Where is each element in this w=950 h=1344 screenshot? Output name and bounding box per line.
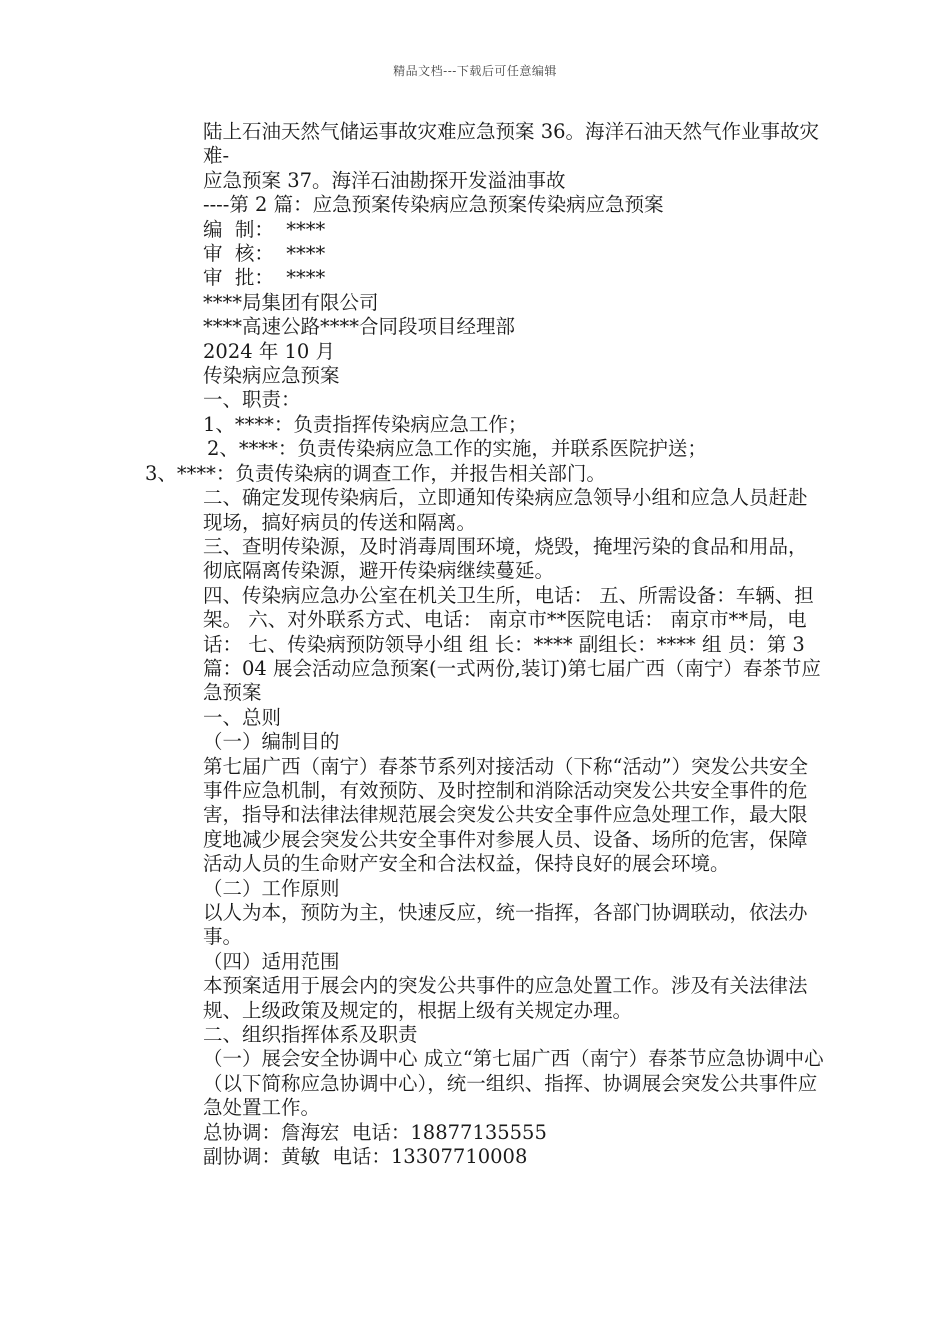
paragraph: 应急预案 37。海洋石油勘探开发溢油事故 xyxy=(203,168,566,192)
section-heading: 一、职责： xyxy=(203,388,301,412)
paragraph: 以人为本，预防为主，快速反应，统一指挥，各部门协调联动，依法办事。 xyxy=(203,901,808,949)
paragraph: 三、查明传染源，及时消毒周围环境，烧毁，掩埋污染的食品和用品，彻底隔离传染源，避开传染病继续蔓延。 xyxy=(203,534,808,583)
document-date: 2024 年 10 月 xyxy=(203,339,336,363)
contact-line: 总协调：詹海宏 电话：18877135555 xyxy=(203,1120,547,1144)
company-name: ****局集团有限公司 xyxy=(203,290,379,314)
compiled-by: 编 制： **** xyxy=(203,217,326,241)
list-item: 2、****：负责传染病应急工作的实施，并联系医院护送； xyxy=(207,437,707,461)
section-heading: 二、组织指挥体系及职责 xyxy=(203,1023,418,1047)
contact-line: 副协调：黄敏 电话：13307710008 xyxy=(203,1145,528,1169)
paragraph: 第七届广西（南宁）春茶节系列对接活动（下称“活动”）突发公共安全事件应急机制，有效预防、及时控制和消除活动突发公共安全事件的危害，指导和法律法律规范展会突发公共安全事件应急处理工作，最大限度地减少展会突发公共安全事件对参展人员、设备、场所的危害，保障活动人员的生命财产安全和合法权益，保持良好的展会环境。 xyxy=(203,754,808,876)
section-heading: ----第 2 篇：应急预案传染病应急预案传染病应急预案 xyxy=(203,193,664,217)
page-header: 精品文档---下载后可任意编辑 xyxy=(393,64,557,78)
paragraph: 四、传染病应急办公室在机关卫生所，电话： 五、所需设备：车辆、担架。 六、对外联系方式、电话： 南京市**医院电话： 南京市**局，电话： 七、传染病预防领导小组 组 长：**** 副组长：**** 组 员：第 3 篇：04 展会活动应急预案(一式两份,装订)第七届广西（南宁）春茶节应急预案 xyxy=(203,583,821,705)
paragraph: 本预案适用于展会内的突发公共事件的应急处置工作。涉及有关法律法规、上级政策及规定的，根据上级有关规定办理。 xyxy=(203,974,808,1022)
paragraph: （一）展会安全协调中心 成立“第七届广西（南宁）春茶节应急协调中心（以下简称应急协调中心），统一组织、指挥、协调展会突发公共事件应急处置工作。 xyxy=(203,1047,824,1120)
paragraph: 陆上石油天然气储运事故灾难应急预案 36。海洋石油天然气作业事故灾难- xyxy=(203,120,820,168)
approved-by: 审 批： **** xyxy=(203,266,326,290)
subsection-heading: （一）编制目的 xyxy=(203,730,340,754)
document-title: 传染病应急预案 xyxy=(203,364,340,388)
document-body xyxy=(145,120,825,1169)
list-item: 3、****：负责传染病的调查工作，并报告相关部门。 xyxy=(145,461,606,485)
reviewed-by: 审 核： **** xyxy=(203,242,326,266)
paragraph: 二、确定发现传染病后，立即通知传染病应急领导小组和应急人员赶赴现场，搞好病员的传送和隔离。 xyxy=(203,486,808,534)
section-heading: 一、总则 xyxy=(203,705,282,729)
subsection-heading: （二）工作原则 xyxy=(203,876,340,900)
department-name: ****高速公路****合同段项目经理部 xyxy=(203,315,516,339)
subsection-heading: （四）适用范围 xyxy=(203,949,340,973)
list-item: 1、****：负责指挥传染病应急工作； xyxy=(203,412,528,436)
